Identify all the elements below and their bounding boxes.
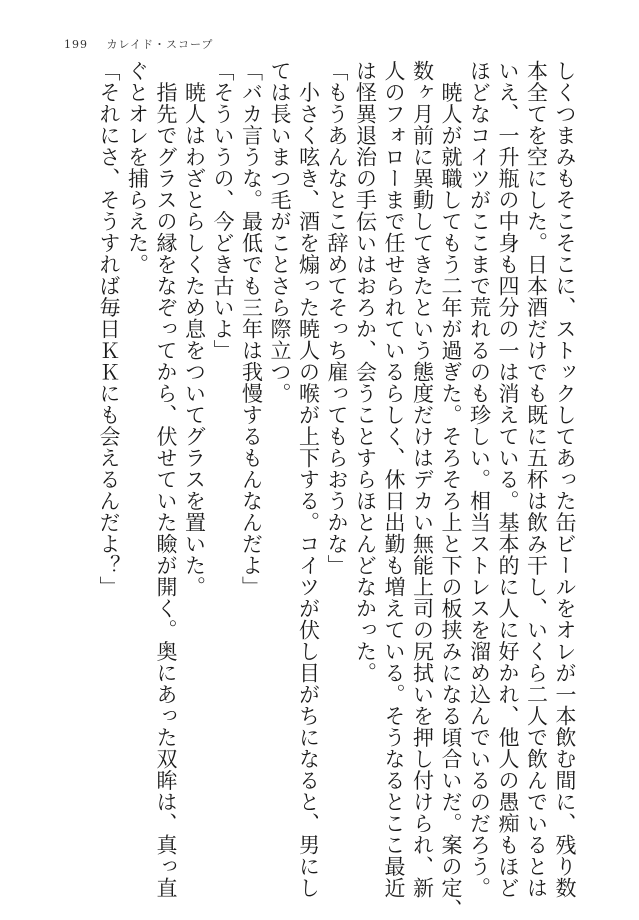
text-line: 「そういうの、今どき古いよ」: [211, 60, 235, 361]
text-line: 「それにさ、そうすれば毎日ＫＫにも会えるんだよ？」: [97, 60, 121, 598]
text-line: 暁人はわざとらしくため息をついてグラスを置いた。: [182, 60, 207, 598]
page-number: 199: [64, 38, 88, 51]
text-line: 「バカ言うな。最低でも三年は我慢するもんなんだよ」: [239, 60, 264, 598]
text-line: ぐとオレを捕らえた。: [125, 60, 150, 275]
text-line: は怪異退治の手伝いはおろか、会うことすらほとんどなかった。: [353, 60, 378, 684]
vertical-text-body: [95, 60, 580, 920]
text-line: 本全てを空にした。日本酒だけでも既に五杯は飲み干し、いくら二人で飲んでいるとは: [524, 60, 549, 899]
text-line: 「もうあんなとこ辞めてそっち雇ってもらおうかな」: [325, 60, 349, 576]
running-title: カレイド・スコープ: [106, 38, 214, 51]
text-line: ほどなコイツがここまで荒れるのも珍しい。相当ストレスを溜め込んでいるのだろう。: [467, 60, 492, 899]
text-line: しくつまみもそこそこに、ストックしてあった缶ビールをオレが一本飲む間に、残り数: [553, 60, 577, 899]
text-line: 小さく呟き、酒を煽った暁人の喉が上下する。コイツが伏し目がちになると、男にし: [296, 60, 321, 899]
page-header: [64, 36, 213, 52]
text-line: 指先でグラスの縁をなぞってから、伏せていた瞼が開く。奥にあった双眸は、真っ直: [154, 60, 178, 899]
text-line: ては長いまつ毛がことさら際立つ。: [268, 60, 292, 404]
text-line: 数ヶ月前に異動してきたという態度だけはデカい無能上司の尻拭いを押し付けられ、新: [410, 60, 435, 899]
text-line: 人のフォローまで任せられているらしく、休日出勤も増えている。そうなるとここ最近: [382, 60, 406, 899]
text-line: いえ、一升瓶の中身も四分の一は消えている。基本的に人に好かれ、他人の愚痴もほど: [496, 60, 520, 899]
text-line: 暁人が就職してもう二年が過ぎた。そろそろ上と下の板挟みになる頃合いだ。案の定、: [439, 60, 463, 920]
